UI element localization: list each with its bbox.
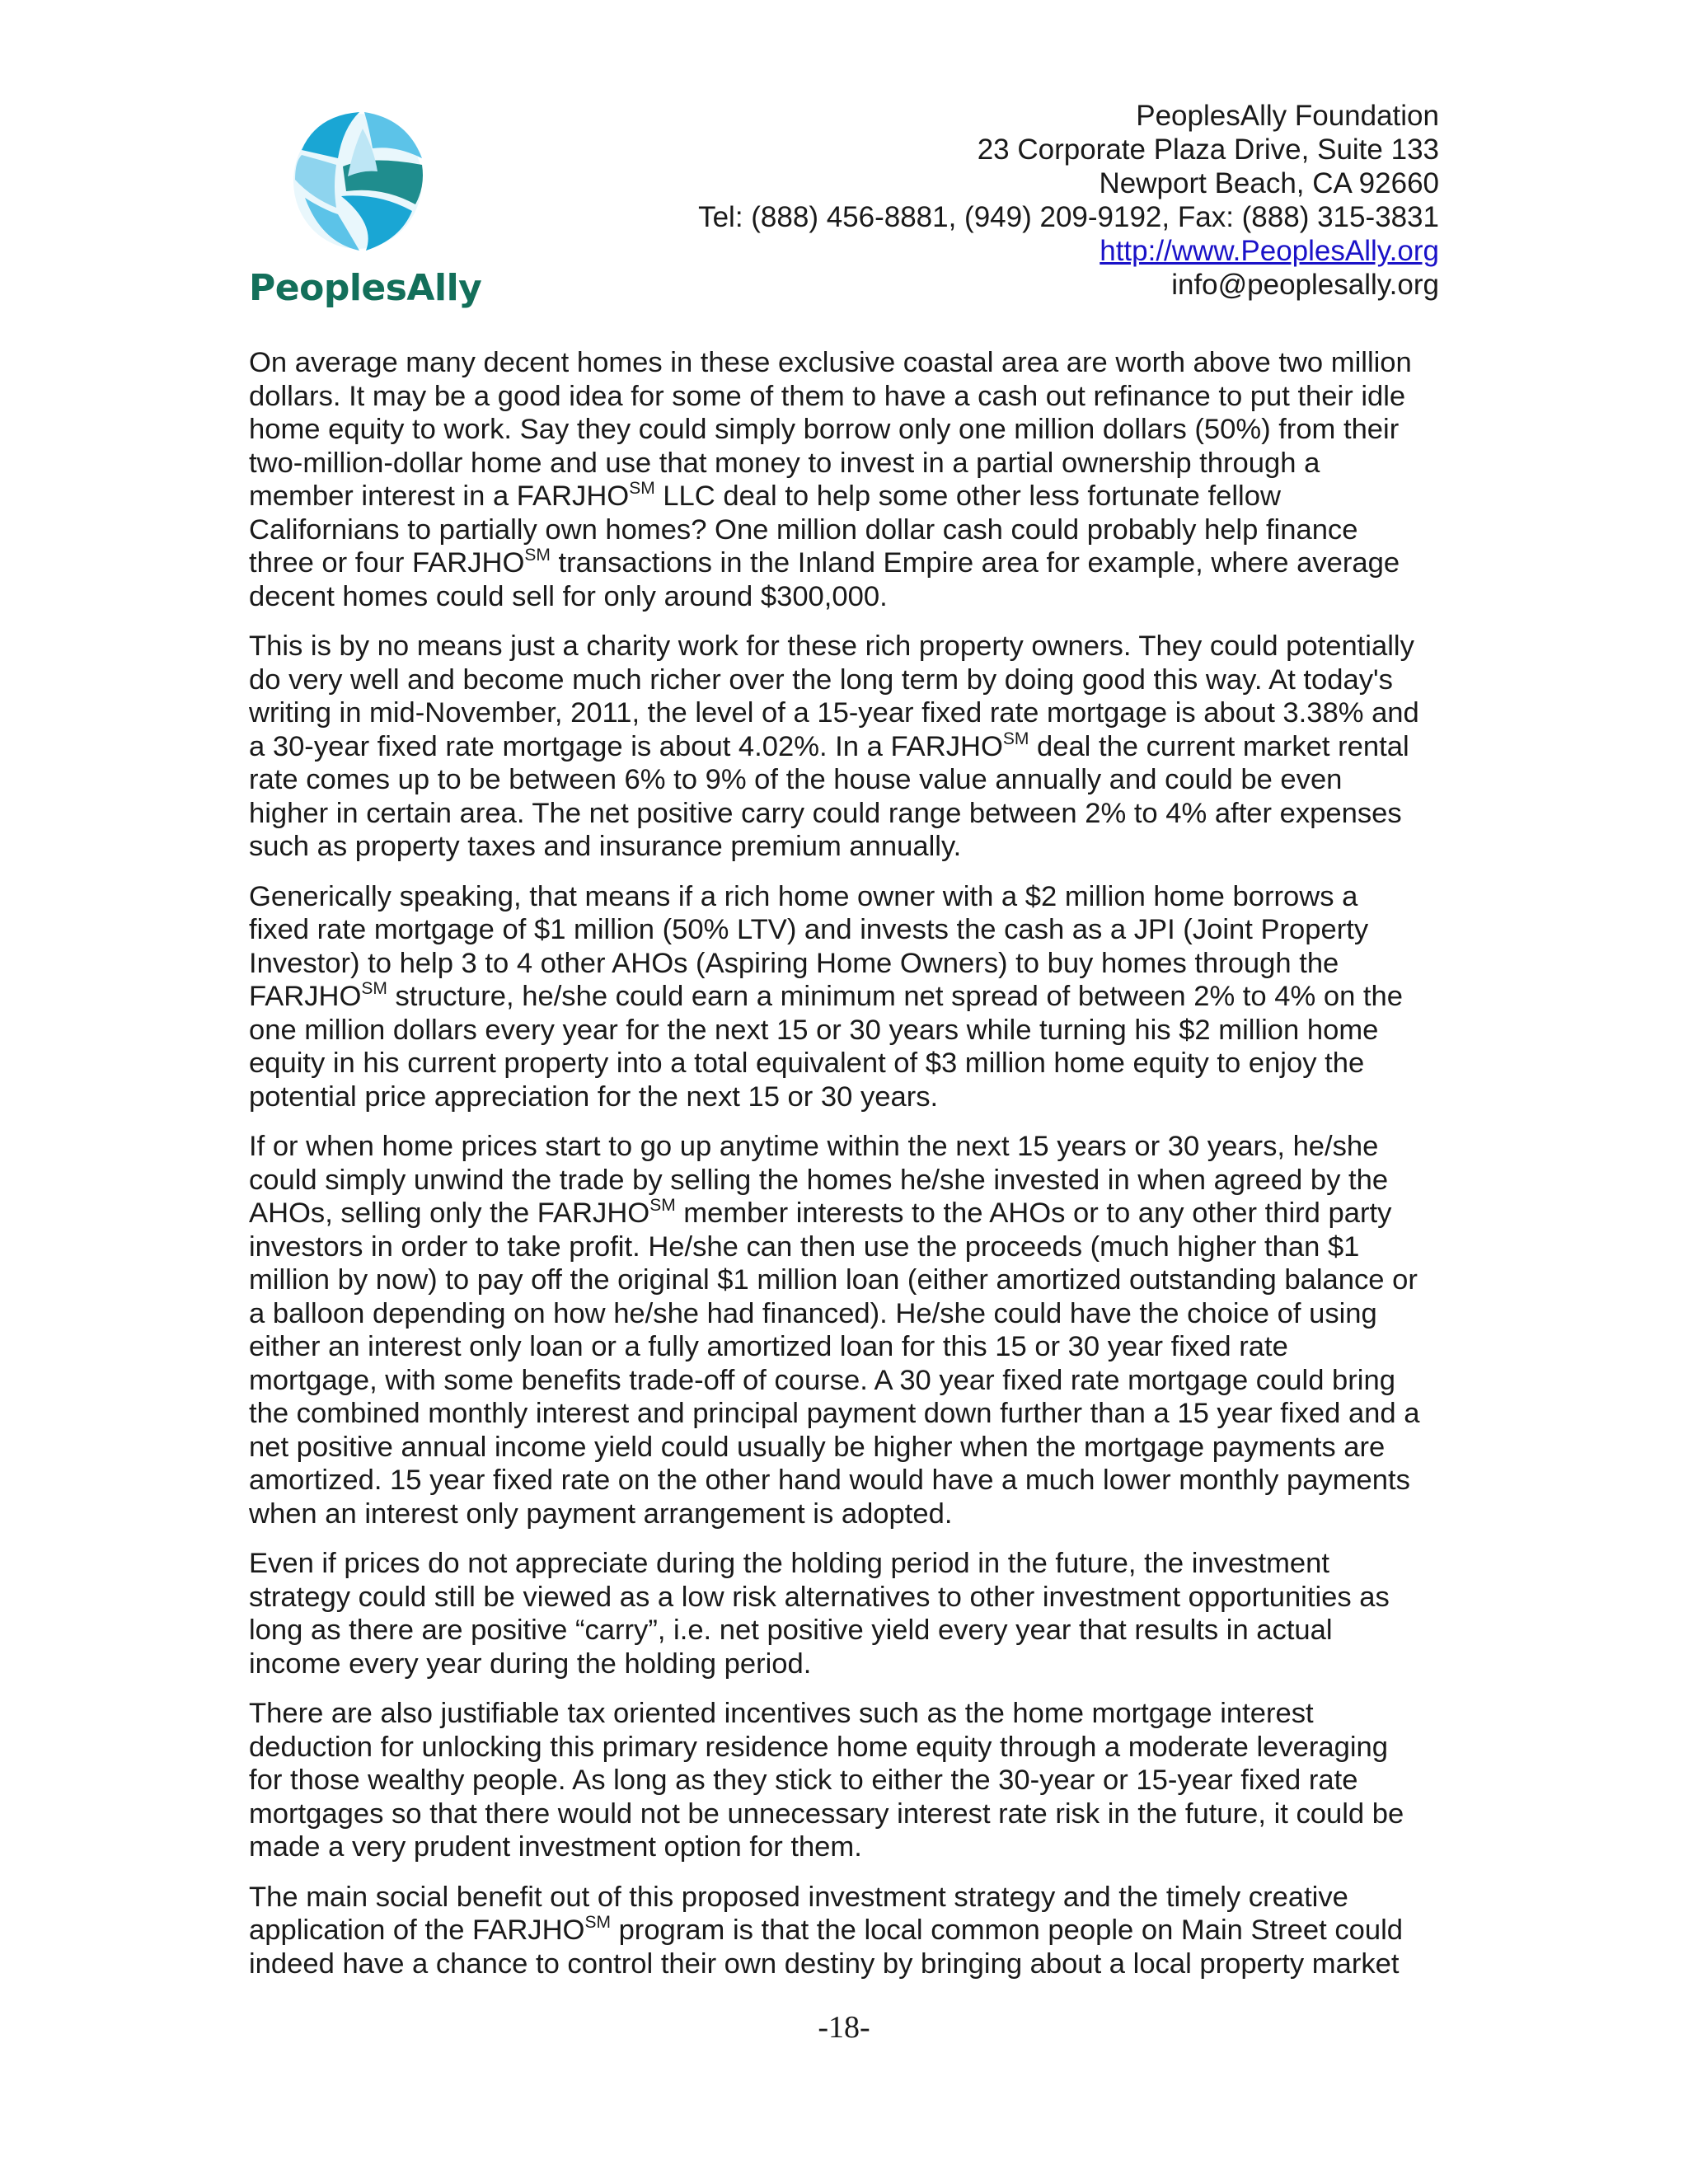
peoplesally-logo xyxy=(249,101,482,315)
text-line xyxy=(249,513,1442,547)
text-line xyxy=(249,980,1442,1014)
text-line xyxy=(249,1080,1442,1114)
text-line xyxy=(249,1797,1442,1831)
text-run: member interest in a FARJHO xyxy=(249,480,630,512)
text-line xyxy=(249,830,1442,864)
text-run: writing in mid-November, 2011, the level of a 15-year fixed rate mortgage is about 3.38% and xyxy=(249,697,1419,729)
text-line xyxy=(249,1047,1442,1080)
text-line xyxy=(249,346,1442,380)
website-link[interactable]: http://www.PeoplesAlly.org xyxy=(1100,235,1439,267)
text-run: mortgages so that there would not be unnecessary interest rate risk in the future, it could be xyxy=(249,1797,1404,1830)
text-run: LLC deal to help some other less fortunate fellow xyxy=(654,480,1281,512)
text-line xyxy=(249,1881,1442,1915)
text-run: home equity to work. Say they could simply borrow only one million dollars (50%) from their xyxy=(249,414,1400,445)
organization-name: PeoplesAlly Foundation xyxy=(1136,100,1439,132)
text-run: structure, he/she could earn a minimum net spread of between 2% to 4% on the xyxy=(387,981,1403,1012)
text-run: On average many decent homes in these exclusive coastal area are worth above two million xyxy=(249,347,1412,378)
text-line xyxy=(249,1014,1442,1047)
text-run: three or four FARJHO xyxy=(249,547,525,579)
text-line xyxy=(249,1614,1442,1647)
text-run: do very well and become much richer over the long term by doing good this way. At today's xyxy=(249,663,1393,696)
text-line xyxy=(249,546,1442,580)
text-run: higher in certain area. The net positive carry could range between 2% to 4% after expenses xyxy=(249,797,1402,829)
text-run: income every year during the holding period. xyxy=(249,1647,812,1680)
text-line xyxy=(249,1330,1442,1364)
text-line xyxy=(249,663,1442,697)
text-line xyxy=(249,1397,1442,1431)
text-run: for those wealthy people. As long as they stick to either the 30-year or 15-year fixed rate xyxy=(249,1765,1358,1796)
text-line xyxy=(249,880,1442,914)
text-run: amortized. 15 year fixed rate on the other hand would have a much lower monthly payments xyxy=(249,1465,1410,1496)
text-line xyxy=(249,630,1442,663)
text-line xyxy=(249,730,1442,764)
text-run: Investor) to help 3 to 4 other AHOs (Aspiring Home Owners) to buy homes through the xyxy=(249,947,1339,979)
text-line xyxy=(249,1263,1442,1297)
body-paragraph xyxy=(249,1881,1442,1981)
text-run: either an interest only loan or a fully amortized loan for this 15 or 30 year fixed rate xyxy=(249,1331,1288,1362)
body-paragraph xyxy=(249,1547,1442,1680)
address-line-2: Newport Beach, CA 92660 xyxy=(1099,167,1439,199)
text-line xyxy=(249,1547,1442,1581)
text-run: Even if prices do not appreciate during the holding period in the future, the investment xyxy=(249,1548,1329,1579)
text-run: decent homes could sell for only around $300,000. xyxy=(249,580,888,612)
text-line xyxy=(249,447,1442,480)
text-line xyxy=(249,913,1442,947)
body-paragraph xyxy=(249,880,1442,1114)
text-line xyxy=(249,1431,1442,1465)
text-run: investors in order to take profit. He/she can then use the proceeds (much higher than $1 xyxy=(249,1230,1360,1263)
service-mark-superscript: SM xyxy=(361,979,387,998)
text-run: million by now) to pay off the original $1 million loan (either amortized outstanding balance or xyxy=(249,1264,1418,1296)
text-line xyxy=(249,1230,1442,1264)
text-line xyxy=(249,1731,1442,1765)
text-run: AHOs, selling only the FARJHO xyxy=(249,1197,650,1229)
text-line xyxy=(249,380,1442,414)
text-run: strategy could still be viewed as a low risk alternatives to other investment opportunities as xyxy=(249,1581,1390,1613)
text-run: deal the current market rental xyxy=(1029,730,1409,762)
text-run: Californians to partially own homes? One million dollar cash could probably help finance xyxy=(249,513,1358,546)
text-line xyxy=(249,1764,1442,1797)
text-line xyxy=(249,1164,1442,1197)
text-line xyxy=(249,1464,1442,1497)
text-line xyxy=(249,1647,1442,1681)
text-run: If or when home prices start to go up anytime within the next 15 years or 30 years, he/she xyxy=(249,1131,1379,1162)
text-run: a balloon depending on how he/she had financed). He/she could have the choice of using xyxy=(249,1297,1377,1329)
document-body xyxy=(249,346,1442,1997)
service-mark-superscript: SM xyxy=(1002,729,1029,748)
text-line xyxy=(249,1297,1442,1331)
text-run: the combined monthly interest and principal payment down further than a 15 year fixed and a xyxy=(249,1398,1420,1429)
text-line xyxy=(249,1130,1442,1164)
address-line-1: 23 Corporate Plaza Drive, Suite 133 xyxy=(977,134,1439,166)
text-line xyxy=(249,480,1442,513)
text-run: FARJHO xyxy=(249,981,362,1012)
text-run: program is that the local common people on Main Street could xyxy=(610,1915,1403,1946)
text-run: The main social benefit out of this proposed investment strategy and the timely creative xyxy=(249,1881,1348,1913)
text-run: potential price appreciation for the next 15 or 30 years. xyxy=(249,1080,939,1113)
logo-wordmark: PeoplesAlly xyxy=(249,267,482,309)
text-line xyxy=(249,580,1442,614)
text-run: made a very prudent investment option for them. xyxy=(249,1831,862,1863)
body-paragraph xyxy=(249,1130,1442,1530)
text-run: one million dollars every year for the next 15 or 30 years while turning his $2 million home xyxy=(249,1014,1379,1046)
text-run: This is by no means just a charity work for these rich property owners. They could potentially xyxy=(249,630,1414,662)
text-line xyxy=(249,947,1442,981)
text-run: rate comes up to be between 6% to 9% of the house value annually and could be even xyxy=(249,764,1343,795)
service-mark-superscript: SM xyxy=(649,1196,676,1215)
organization-contact-block xyxy=(698,99,1439,302)
text-line xyxy=(249,797,1442,831)
text-run: deduction for unlocking this primary residence home equity through a moderate leveraging xyxy=(249,1731,1388,1763)
text-line xyxy=(249,1914,1442,1947)
text-line xyxy=(249,1197,1442,1230)
text-run: member interests to the AHOs or to any other third party xyxy=(675,1197,1392,1229)
text-line xyxy=(249,763,1442,797)
page-number: -18- xyxy=(818,2010,870,2045)
body-paragraph xyxy=(249,1697,1442,1864)
text-run: transactions in the Inland Empire area for example, where average xyxy=(550,547,1400,579)
text-line xyxy=(249,1497,1442,1531)
body-paragraph xyxy=(249,346,1442,613)
text-run: application of the FARJHO xyxy=(249,1915,585,1946)
text-line xyxy=(249,696,1442,730)
text-run: dollars. It may be a good idea for some of them to have a cash out refinance to put their idle xyxy=(249,380,1406,412)
body-paragraph xyxy=(249,630,1442,864)
text-run: fixed rate mortgage of $1 million (50% LTV) and invests the cash as a JPI (Joint Property xyxy=(249,914,1369,945)
service-mark-superscript: SM xyxy=(629,479,655,498)
text-line xyxy=(249,1697,1442,1731)
text-run: when an interest only payment arrangement is adopted. xyxy=(249,1497,953,1530)
phone-fax-line: Tel: (888) 456-8881, (949) 209-9192, Fax: (888) 315-3831 xyxy=(698,201,1439,233)
text-run: Generically speaking, that means if a rich home owner with a $2 million home borrows a xyxy=(249,880,1358,912)
text-run: two-million-dollar home and use that money to invest in a partial ownership through a xyxy=(249,447,1320,479)
email-address: info@peoplesally.org xyxy=(1171,269,1439,301)
text-run: indeed have a chance to control their own destiny by bringing about a local property market xyxy=(249,1947,1400,1980)
text-run: There are also justifiable tax oriented incentives such as the home mortgage interest xyxy=(249,1698,1314,1729)
text-run: could simply unwind the trade by selling the homes he/she invested in when agreed by the xyxy=(249,1164,1389,1196)
text-run: such as property taxes and insurance premium annually. xyxy=(249,831,962,862)
text-line xyxy=(249,1364,1442,1398)
text-run: mortgage, with some benefits trade-off of course. A 30 year fixed rate mortgage could bring xyxy=(249,1364,1395,1396)
text-run: equity in his current property into a total equivalent of $3 million home equity to enjoy the xyxy=(249,1047,1365,1079)
text-line xyxy=(249,1830,1442,1864)
text-line xyxy=(249,1581,1442,1615)
peoplesally-globe-icon xyxy=(284,101,432,265)
service-mark-superscript: SM xyxy=(584,1913,611,1932)
text-run: a 30-year fixed rate mortgage is about 4.02%. In a FARJHO xyxy=(249,730,1003,762)
text-line xyxy=(249,413,1442,447)
text-line xyxy=(249,1947,1442,1981)
service-mark-superscript: SM xyxy=(524,546,551,565)
text-run: net positive annual income yield could usually be higher when the mortgage payments are xyxy=(249,1431,1386,1463)
text-run: long as there are positive “carry”, i.e. net positive yield every year that results in actual xyxy=(249,1615,1333,1646)
